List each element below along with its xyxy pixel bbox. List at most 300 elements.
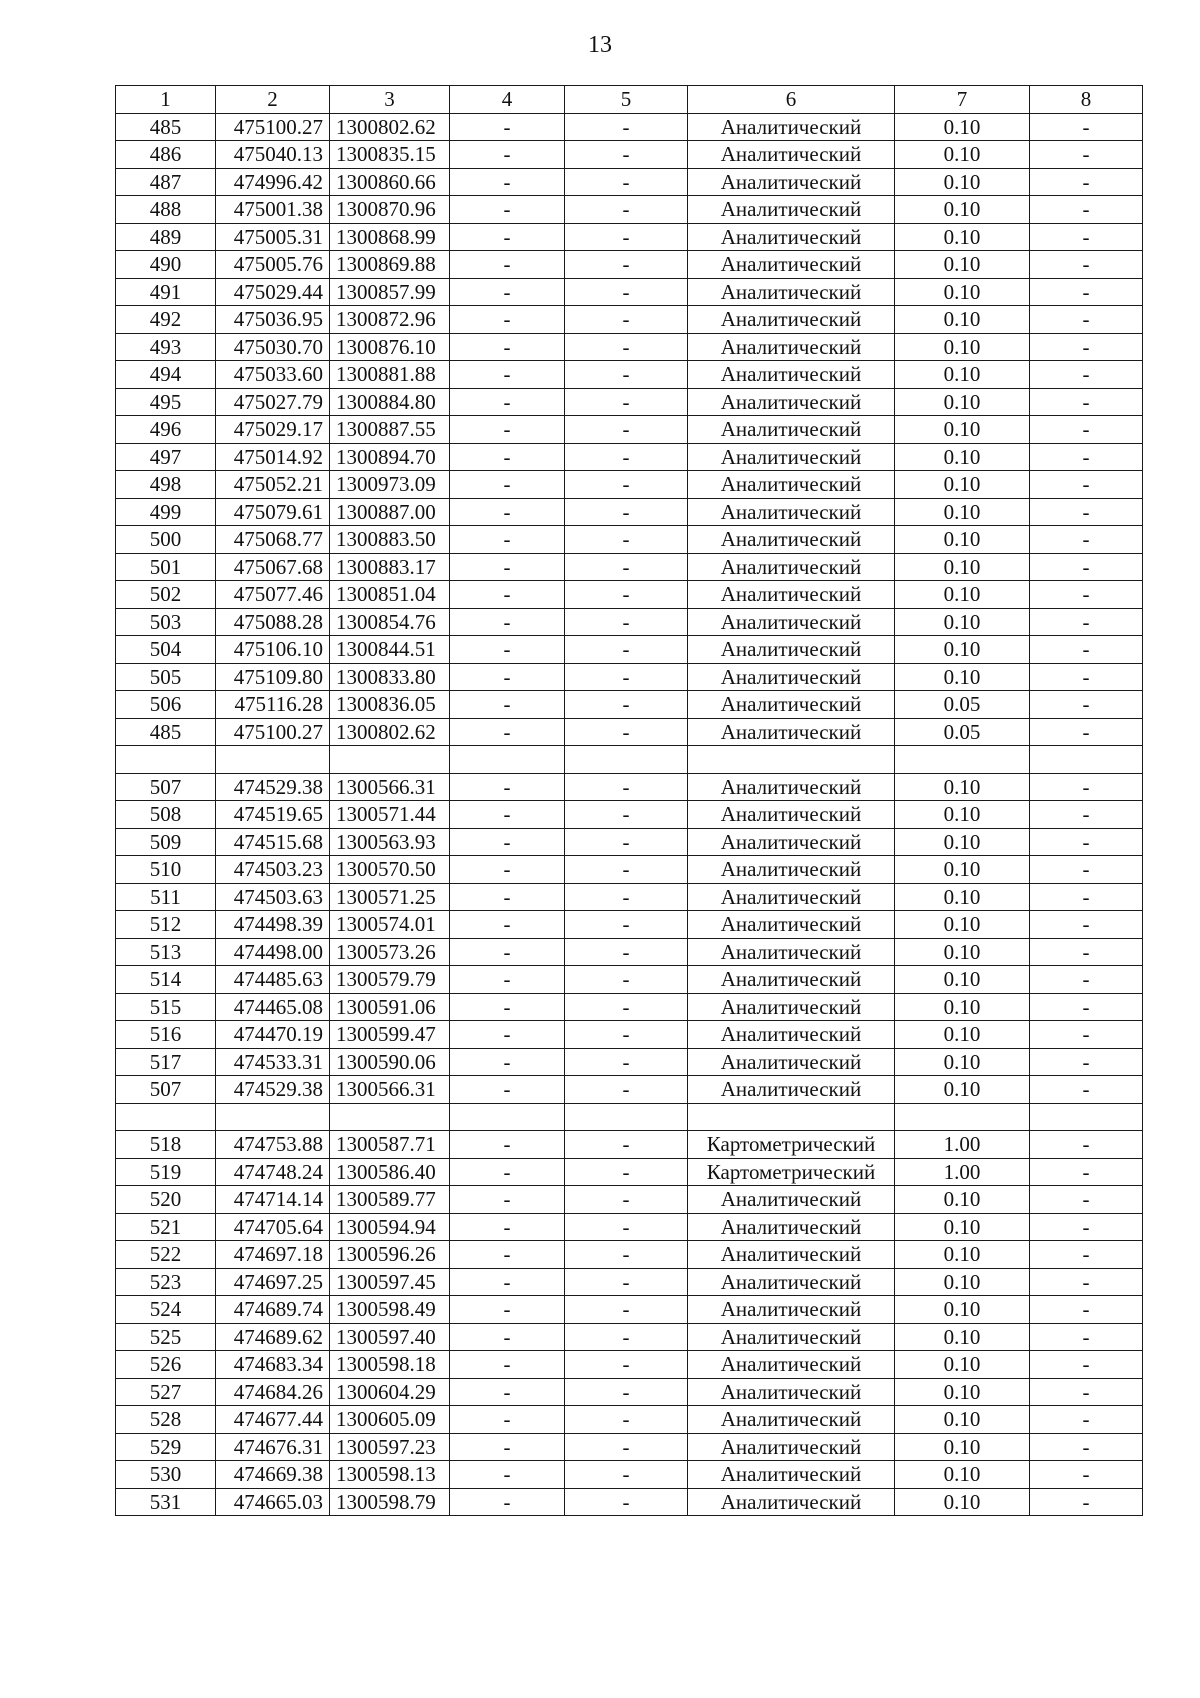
column-8-cell: - xyxy=(1030,608,1143,636)
y-coordinate-cell: 1300860.66 xyxy=(330,168,450,196)
table-row xyxy=(116,663,1143,691)
accuracy-cell: 0.10 xyxy=(895,911,1030,939)
column-8-cell: - xyxy=(1030,1186,1143,1214)
column-4-cell: - xyxy=(450,966,565,994)
y-coordinate-cell: 1300868.99 xyxy=(330,223,450,251)
method-cell: Аналитический xyxy=(688,828,895,856)
header-cell: 8 xyxy=(1030,86,1143,114)
x-coordinate-cell: 475033.60 xyxy=(216,361,330,389)
y-coordinate-cell: 1300598.13 xyxy=(330,1461,450,1489)
point-number-cell: 518 xyxy=(116,1131,216,1159)
point-number-cell: 500 xyxy=(116,526,216,554)
column-4-cell: - xyxy=(450,828,565,856)
column-4-cell: - xyxy=(450,443,565,471)
x-coordinate-cell: 474676.31 xyxy=(216,1433,330,1461)
column-5-cell: - xyxy=(565,856,688,884)
y-coordinate-cell: 1300854.76 xyxy=(330,608,450,636)
column-8-cell: - xyxy=(1030,388,1143,416)
column-4-cell: - xyxy=(450,498,565,526)
y-coordinate-cell: 1300590.06 xyxy=(330,1048,450,1076)
point-number-cell: 506 xyxy=(116,691,216,719)
y-coordinate-cell: 1300573.26 xyxy=(330,938,450,966)
method-cell: Аналитический xyxy=(688,1241,895,1269)
accuracy-cell: 0.05 xyxy=(895,691,1030,719)
column-5-cell: - xyxy=(565,1296,688,1324)
column-8-cell: - xyxy=(1030,938,1143,966)
column-8-cell: - xyxy=(1030,113,1143,141)
header-cell: 1 xyxy=(116,86,216,114)
table-row xyxy=(116,388,1143,416)
accuracy-cell: 0.10 xyxy=(895,883,1030,911)
y-coordinate-cell: 1300869.88 xyxy=(330,251,450,279)
x-coordinate-cell xyxy=(216,746,330,774)
table-row xyxy=(116,1131,1143,1159)
x-coordinate-cell: 474748.24 xyxy=(216,1158,330,1186)
method-cell: Аналитический xyxy=(688,856,895,884)
column-5-cell: - xyxy=(565,1461,688,1489)
column-5-cell: - xyxy=(565,498,688,526)
column-5-cell: - xyxy=(565,1433,688,1461)
column-5-cell: - xyxy=(565,1158,688,1186)
table-row xyxy=(116,1186,1143,1214)
column-4-cell: - xyxy=(450,1378,565,1406)
table-row xyxy=(116,1406,1143,1434)
method-cell: Аналитический xyxy=(688,168,895,196)
x-coordinate-cell: 475052.21 xyxy=(216,471,330,499)
column-8-cell: - xyxy=(1030,1021,1143,1049)
accuracy-cell: 0.10 xyxy=(895,773,1030,801)
point-number-cell: 527 xyxy=(116,1378,216,1406)
column-4-cell: - xyxy=(450,663,565,691)
x-coordinate-cell: 475029.44 xyxy=(216,278,330,306)
table-row xyxy=(116,223,1143,251)
column-8-cell: - xyxy=(1030,278,1143,306)
y-coordinate-cell: 1300851.04 xyxy=(330,581,450,609)
y-coordinate-cell: 1300574.01 xyxy=(330,911,450,939)
method-cell: Аналитический xyxy=(688,581,895,609)
column-4-cell: - xyxy=(450,1488,565,1516)
method-cell: Аналитический xyxy=(688,993,895,1021)
column-8-cell: - xyxy=(1030,691,1143,719)
column-8-cell: - xyxy=(1030,1048,1143,1076)
point-number-cell: 486 xyxy=(116,141,216,169)
method-cell: Аналитический xyxy=(688,773,895,801)
method-cell: Аналитический xyxy=(688,938,895,966)
table-row xyxy=(116,1461,1143,1489)
method-cell xyxy=(688,1103,895,1131)
y-coordinate-cell xyxy=(330,746,450,774)
x-coordinate-cell: 474705.64 xyxy=(216,1213,330,1241)
point-number-cell: 530 xyxy=(116,1461,216,1489)
column-4-cell: - xyxy=(450,388,565,416)
column-5-cell: - xyxy=(565,526,688,554)
column-4-cell: - xyxy=(450,1048,565,1076)
accuracy-cell: 0.10 xyxy=(895,966,1030,994)
column-5-cell: - xyxy=(565,718,688,746)
accuracy-cell: 0.10 xyxy=(895,1021,1030,1049)
accuracy-cell: 0.10 xyxy=(895,471,1030,499)
table-row xyxy=(116,801,1143,829)
column-4-cell: - xyxy=(450,1461,565,1489)
x-coordinate-cell: 474677.44 xyxy=(216,1406,330,1434)
header-cell: 2 xyxy=(216,86,330,114)
table-row xyxy=(116,636,1143,664)
method-cell: Аналитический xyxy=(688,361,895,389)
accuracy-cell: 0.10 xyxy=(895,333,1030,361)
table-row xyxy=(116,883,1143,911)
x-coordinate-cell: 475036.95 xyxy=(216,306,330,334)
column-4-cell: - xyxy=(450,938,565,966)
column-8-cell: - xyxy=(1030,801,1143,829)
y-coordinate-cell: 1300591.06 xyxy=(330,993,450,1021)
method-cell: Аналитический xyxy=(688,663,895,691)
table-row xyxy=(116,718,1143,746)
column-4-cell: - xyxy=(450,718,565,746)
method-cell: Аналитический xyxy=(688,443,895,471)
method-cell: Картометрический xyxy=(688,1131,895,1159)
table-row xyxy=(116,1158,1143,1186)
y-coordinate-cell xyxy=(330,1103,450,1131)
accuracy-cell: 0.10 xyxy=(895,388,1030,416)
x-coordinate-cell: 475027.79 xyxy=(216,388,330,416)
column-8-cell: - xyxy=(1030,1296,1143,1324)
point-number-cell: 517 xyxy=(116,1048,216,1076)
column-5-cell: - xyxy=(565,1268,688,1296)
y-coordinate-cell: 1300598.18 xyxy=(330,1351,450,1379)
accuracy-cell: 0.10 xyxy=(895,223,1030,251)
x-coordinate-cell: 475005.31 xyxy=(216,223,330,251)
column-8-cell: - xyxy=(1030,856,1143,884)
method-cell: Аналитический xyxy=(688,223,895,251)
column-4-cell: - xyxy=(450,801,565,829)
column-8-cell: - xyxy=(1030,416,1143,444)
accuracy-cell: 0.10 xyxy=(895,1076,1030,1104)
method-cell: Аналитический xyxy=(688,1021,895,1049)
method-cell: Аналитический xyxy=(688,196,895,224)
x-coordinate-cell: 474689.74 xyxy=(216,1296,330,1324)
y-coordinate-cell: 1300835.15 xyxy=(330,141,450,169)
table-row xyxy=(116,1021,1143,1049)
method-cell: Аналитический xyxy=(688,306,895,334)
x-coordinate-cell: 474498.39 xyxy=(216,911,330,939)
table-row xyxy=(116,498,1143,526)
y-coordinate-cell: 1300566.31 xyxy=(330,1076,450,1104)
point-number-cell: 528 xyxy=(116,1406,216,1434)
y-coordinate-cell: 1300566.31 xyxy=(330,773,450,801)
point-number-cell: 493 xyxy=(116,333,216,361)
accuracy-cell: 0.10 xyxy=(895,168,1030,196)
y-coordinate-cell: 1300870.96 xyxy=(330,196,450,224)
table-row xyxy=(116,553,1143,581)
column-5-cell: - xyxy=(565,471,688,499)
y-coordinate-cell: 1300563.93 xyxy=(330,828,450,856)
column-5-cell: - xyxy=(565,1323,688,1351)
table-row xyxy=(116,938,1143,966)
column-5-cell: - xyxy=(565,1076,688,1104)
point-number-cell: 485 xyxy=(116,718,216,746)
accuracy-cell: 0.10 xyxy=(895,141,1030,169)
point-number-cell: 516 xyxy=(116,1021,216,1049)
accuracy-cell: 0.10 xyxy=(895,1241,1030,1269)
accuracy-cell: 0.10 xyxy=(895,361,1030,389)
column-5-cell: - xyxy=(565,416,688,444)
method-cell: Аналитический xyxy=(688,1296,895,1324)
y-coordinate-cell: 1300598.49 xyxy=(330,1296,450,1324)
column-5-cell: - xyxy=(565,1021,688,1049)
column-4-cell: - xyxy=(450,416,565,444)
point-number-cell: 505 xyxy=(116,663,216,691)
column-4-cell: - xyxy=(450,361,565,389)
y-coordinate-cell: 1300594.94 xyxy=(330,1213,450,1241)
x-coordinate-cell: 474714.14 xyxy=(216,1186,330,1214)
table-row xyxy=(116,251,1143,279)
table-row xyxy=(116,1323,1143,1351)
point-number-cell: 502 xyxy=(116,581,216,609)
method-cell: Аналитический xyxy=(688,1351,895,1379)
accuracy-cell: 0.10 xyxy=(895,1378,1030,1406)
method-cell: Картометрический xyxy=(688,1158,895,1186)
method-cell: Аналитический xyxy=(688,471,895,499)
column-8-cell xyxy=(1030,1103,1143,1131)
point-number-cell xyxy=(116,746,216,774)
accuracy-cell: 0.10 xyxy=(895,306,1030,334)
column-8-cell: - xyxy=(1030,168,1143,196)
method-cell: Аналитический xyxy=(688,1461,895,1489)
point-number-cell: 510 xyxy=(116,856,216,884)
column-4-cell: - xyxy=(450,1296,565,1324)
x-coordinate-cell: 475001.38 xyxy=(216,196,330,224)
method-cell: Аналитический xyxy=(688,801,895,829)
y-coordinate-cell: 1300802.62 xyxy=(330,113,450,141)
column-5-cell xyxy=(565,1103,688,1131)
point-number-cell: 525 xyxy=(116,1323,216,1351)
table-row xyxy=(116,581,1143,609)
column-4-cell: - xyxy=(450,691,565,719)
column-4-cell: - xyxy=(450,581,565,609)
accuracy-cell: 0.10 xyxy=(895,416,1030,444)
method-cell xyxy=(688,746,895,774)
x-coordinate-cell: 475106.10 xyxy=(216,636,330,664)
column-4-cell: - xyxy=(450,1021,565,1049)
column-4-cell: - xyxy=(450,196,565,224)
y-coordinate-cell: 1300881.88 xyxy=(330,361,450,389)
column-5-cell: - xyxy=(565,361,688,389)
column-5-cell: - xyxy=(565,581,688,609)
point-number-cell xyxy=(116,1103,216,1131)
table-row xyxy=(116,1296,1143,1324)
x-coordinate-cell: 474697.25 xyxy=(216,1268,330,1296)
column-8-cell: - xyxy=(1030,223,1143,251)
accuracy-cell: 0.10 xyxy=(895,196,1030,224)
column-4-cell: - xyxy=(450,113,565,141)
table-row xyxy=(116,828,1143,856)
x-coordinate-cell: 474503.23 xyxy=(216,856,330,884)
column-8-cell: - xyxy=(1030,1268,1143,1296)
table-row xyxy=(116,608,1143,636)
column-8-cell xyxy=(1030,746,1143,774)
accuracy-cell: 0.10 xyxy=(895,1048,1030,1076)
accuracy-cell: 0.10 xyxy=(895,1296,1030,1324)
column-8-cell: - xyxy=(1030,1433,1143,1461)
x-coordinate-cell: 475005.76 xyxy=(216,251,330,279)
column-5-cell: - xyxy=(565,1378,688,1406)
column-5-cell: - xyxy=(565,1213,688,1241)
column-8-cell: - xyxy=(1030,1076,1143,1104)
accuracy-cell: 0.10 xyxy=(895,1268,1030,1296)
point-number-cell: 485 xyxy=(116,113,216,141)
column-5-cell: - xyxy=(565,801,688,829)
table-row xyxy=(116,966,1143,994)
accuracy-cell: 0.10 xyxy=(895,938,1030,966)
column-4-cell: - xyxy=(450,168,565,196)
y-coordinate-cell: 1300587.71 xyxy=(330,1131,450,1159)
accuracy-cell: 0.10 xyxy=(895,1323,1030,1351)
x-coordinate-cell: 475079.61 xyxy=(216,498,330,526)
column-5-cell: - xyxy=(565,828,688,856)
column-4-cell: - xyxy=(450,553,565,581)
column-8-cell: - xyxy=(1030,663,1143,691)
point-number-cell: 529 xyxy=(116,1433,216,1461)
accuracy-cell: 0.10 xyxy=(895,801,1030,829)
method-cell: Аналитический xyxy=(688,1433,895,1461)
point-number-cell: 511 xyxy=(116,883,216,911)
column-4-cell: - xyxy=(450,1186,565,1214)
header-cell: 5 xyxy=(565,86,688,114)
point-number-cell: 498 xyxy=(116,471,216,499)
column-4-cell: - xyxy=(450,856,565,884)
column-8-cell: - xyxy=(1030,1131,1143,1159)
column-8-cell: - xyxy=(1030,1488,1143,1516)
column-5-cell: - xyxy=(565,1406,688,1434)
accuracy-cell: 0.10 xyxy=(895,608,1030,636)
x-coordinate-cell: 475100.27 xyxy=(216,718,330,746)
table-row xyxy=(116,306,1143,334)
y-coordinate-cell: 1300894.70 xyxy=(330,443,450,471)
column-5-cell xyxy=(565,746,688,774)
table-row xyxy=(116,113,1143,141)
column-5-cell: - xyxy=(565,168,688,196)
point-number-cell: 494 xyxy=(116,361,216,389)
column-8-cell: - xyxy=(1030,443,1143,471)
table-row xyxy=(116,1048,1143,1076)
column-5-cell: - xyxy=(565,938,688,966)
method-cell: Аналитический xyxy=(688,608,895,636)
column-4-cell xyxy=(450,746,565,774)
table-row xyxy=(116,416,1143,444)
column-4-cell: - xyxy=(450,636,565,664)
accuracy-cell: 0.10 xyxy=(895,636,1030,664)
table-row xyxy=(116,911,1143,939)
x-coordinate-cell: 474669.38 xyxy=(216,1461,330,1489)
column-8-cell: - xyxy=(1030,251,1143,279)
method-cell: Аналитический xyxy=(688,333,895,361)
point-number-cell: 524 xyxy=(116,1296,216,1324)
column-4-cell: - xyxy=(450,1131,565,1159)
column-5-cell: - xyxy=(565,1186,688,1214)
method-cell: Аналитический xyxy=(688,911,895,939)
method-cell: Аналитический xyxy=(688,251,895,279)
y-coordinate-cell: 1300887.00 xyxy=(330,498,450,526)
x-coordinate-cell: 474996.42 xyxy=(216,168,330,196)
point-number-cell: 513 xyxy=(116,938,216,966)
x-coordinate-cell: 474519.65 xyxy=(216,801,330,829)
column-8-cell: - xyxy=(1030,141,1143,169)
column-8-cell: - xyxy=(1030,993,1143,1021)
column-5-cell: - xyxy=(565,1351,688,1379)
accuracy-cell: 0.10 xyxy=(895,526,1030,554)
table-row xyxy=(116,526,1143,554)
method-cell: Аналитический xyxy=(688,883,895,911)
accuracy-cell: 0.10 xyxy=(895,251,1030,279)
y-coordinate-cell: 1300586.40 xyxy=(330,1158,450,1186)
point-number-cell: 488 xyxy=(116,196,216,224)
x-coordinate-cell: 474697.18 xyxy=(216,1241,330,1269)
page-number: 13 xyxy=(588,32,612,58)
column-4-cell: - xyxy=(450,883,565,911)
column-5-cell: - xyxy=(565,388,688,416)
method-cell: Аналитический xyxy=(688,553,895,581)
column-5-cell: - xyxy=(565,993,688,1021)
x-coordinate-cell: 475088.28 xyxy=(216,608,330,636)
accuracy-cell: 0.10 xyxy=(895,443,1030,471)
column-5-cell: - xyxy=(565,443,688,471)
table-row xyxy=(116,278,1143,306)
method-cell: Аналитический xyxy=(688,718,895,746)
x-coordinate-cell: 475077.46 xyxy=(216,581,330,609)
point-number-cell: 512 xyxy=(116,911,216,939)
column-4-cell: - xyxy=(450,223,565,251)
x-coordinate-cell: 474665.03 xyxy=(216,1488,330,1516)
method-cell: Аналитический xyxy=(688,1213,895,1241)
method-cell: Аналитический xyxy=(688,1406,895,1434)
column-4-cell: - xyxy=(450,1158,565,1186)
column-5-cell: - xyxy=(565,196,688,224)
y-coordinate-cell: 1300883.50 xyxy=(330,526,450,554)
x-coordinate-cell: 474529.38 xyxy=(216,773,330,801)
table-row xyxy=(116,691,1143,719)
header-cell: 3 xyxy=(330,86,450,114)
table-row xyxy=(116,141,1143,169)
column-5-cell: - xyxy=(565,553,688,581)
accuracy-cell: 0.10 xyxy=(895,581,1030,609)
accuracy-cell: 0.10 xyxy=(895,663,1030,691)
column-8-cell: - xyxy=(1030,1323,1143,1351)
header-cell: 7 xyxy=(895,86,1030,114)
y-coordinate-cell: 1300884.80 xyxy=(330,388,450,416)
column-8-cell: - xyxy=(1030,1351,1143,1379)
column-8-cell: - xyxy=(1030,718,1143,746)
method-cell: Аналитический xyxy=(688,1076,895,1104)
column-8-cell: - xyxy=(1030,581,1143,609)
y-coordinate-cell: 1300876.10 xyxy=(330,333,450,361)
x-coordinate-cell: 474465.08 xyxy=(216,993,330,1021)
y-coordinate-cell: 1300605.09 xyxy=(330,1406,450,1434)
table-row xyxy=(116,773,1143,801)
column-5-cell: - xyxy=(565,251,688,279)
point-number-cell: 499 xyxy=(116,498,216,526)
x-coordinate-cell: 474485.63 xyxy=(216,966,330,994)
column-8-cell: - xyxy=(1030,498,1143,526)
accuracy-cell: 0.10 xyxy=(895,1406,1030,1434)
point-number-cell: 489 xyxy=(116,223,216,251)
y-coordinate-cell: 1300833.80 xyxy=(330,663,450,691)
column-4-cell: - xyxy=(450,1351,565,1379)
column-5-cell: - xyxy=(565,966,688,994)
method-cell: Аналитический xyxy=(688,1268,895,1296)
point-number-cell: 519 xyxy=(116,1158,216,1186)
accuracy-cell: 0.05 xyxy=(895,718,1030,746)
column-8-cell: - xyxy=(1030,1241,1143,1269)
